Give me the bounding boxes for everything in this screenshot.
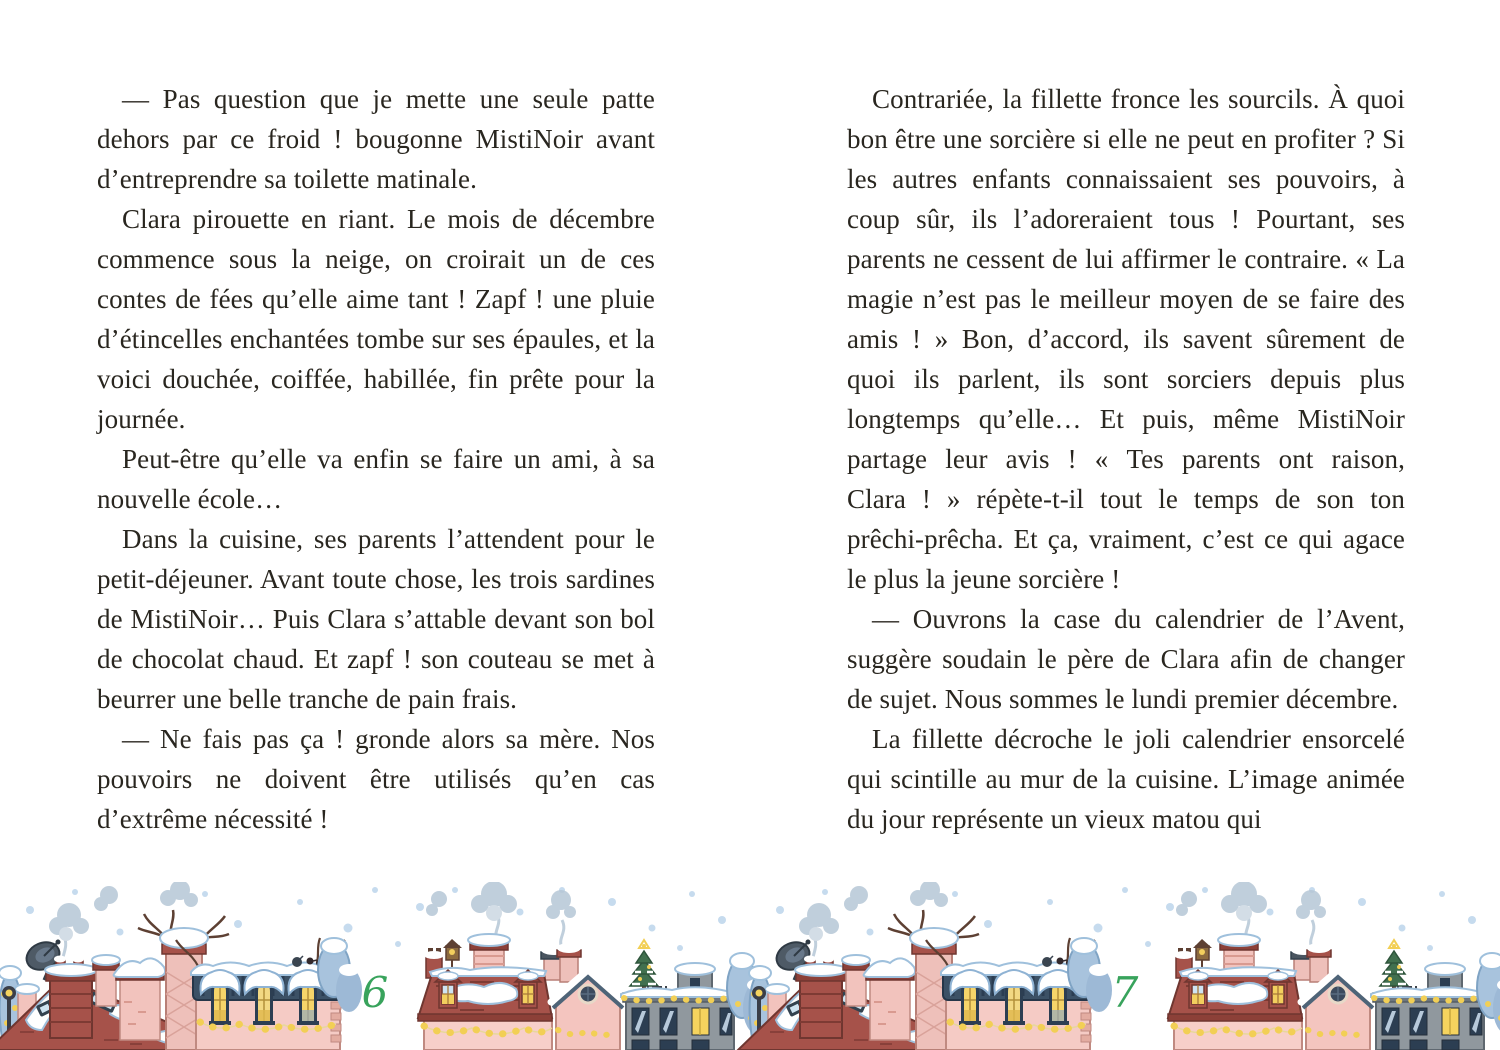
paragraph: — Ouvrons la case du calendrier de l’Avent, suggère soudain le père de Clara afin de changer de sujet. Nous sommes le lundi premier décembre. [847, 604, 1405, 714]
page-number: 6 [361, 968, 389, 1017]
page-text [97, 79, 655, 839]
paragraph: — Ne fais pas ça ! gronde alors sa mère. Nos pouvoirs ne doivent être utilisés qu’en cas d’extrême nécessité ! [97, 724, 655, 834]
paragraph: La fillette décroche le joli calendrier ensorcelé qui scintille au mur de la cuisine. L’image animée du jour représente un vieux matou qui [847, 724, 1405, 834]
page-number: 7 [1111, 968, 1139, 1017]
paragraph: Peut-être qu’elle va enfin se faire un ami, à sa nouvelle école… [97, 444, 655, 514]
paragraph: — Pas question que je mette une seule patte dehors par ce froid ! bougonne MistiNoir avant d’entreprendre sa toilette matinale. [97, 84, 655, 194]
paragraph: Contrariée, la fillette fronce les sourcils. À quoi bon être une sorcière si elle ne peut en profiter ? Si les autres enfants connaissaient ses pouvoirs, à coup sûr, ils l’adoreraient tous ! Pourtant, ses parents ne cessent de lui affirmer le contraire. « La magie n’est pas le meilleur moyen de se faire des amis ! » Bon, d’accord, ils savent sûrement de quoi ils parlent, ils sont sorciers depuis plus longtemps qu’elle… Et puis, même MistiNoir partage leur avis ! « Tes parents ont raison, Clara ! » répète-t-il tout le temps de son ton prêchi-prêcha. Et ça, vraiment, c’est ce qui agace le plus la jeune sorcière ! [847, 84, 1405, 594]
page-right [750, 0, 1500, 1050]
page-text [847, 79, 1405, 839]
paragraph: Dans la cuisine, ses parents l’attendent pour le petit-déjeuner. Avant toute chose, les trois sardines de MistiNoir… Puis Clara s’attable devant son bol de chocolat chaud. Et zapf ! son couteau se met à beurrer une belle tranche de pain frais. [97, 524, 655, 714]
paragraph: Clara pirouette en riant. Le mois de décembre commence sous la neige, on croirait un de ces contes de fées qu’elle aime tant ! Zapf ! une pluie d’étincelles enchantées tombe sur ses épaules, et la voici douchée, coiffée, habillée, fin prête pour la journée. [97, 204, 655, 434]
